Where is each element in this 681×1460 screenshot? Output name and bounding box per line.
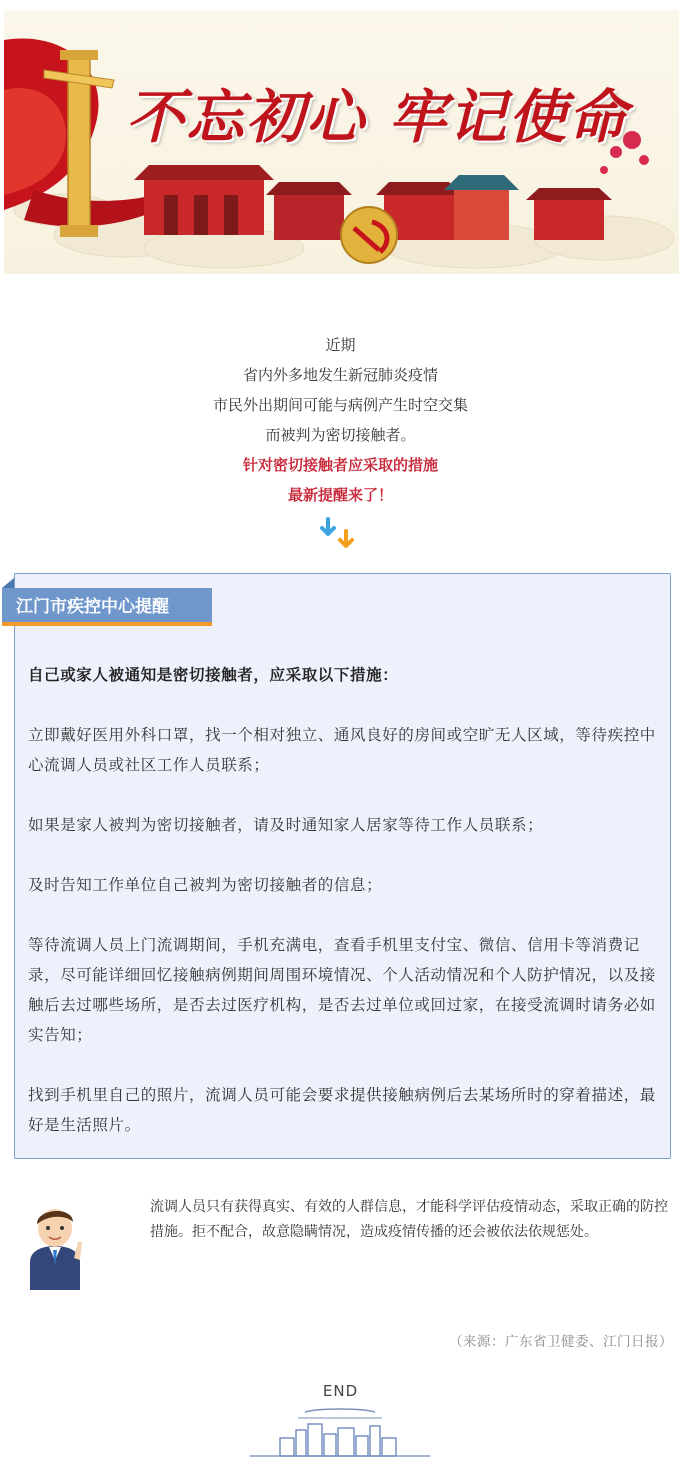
intro-line: 近期 [325,336,356,354]
card-paragraph: 立即戴好医用外科口罩，找一个相对独立、通风良好的房间或空旷无人区域，等待疾控中心流调人员或社区工作人员联系； [28,726,656,774]
intro-line: 而被判为密切接触者。 [265,426,416,444]
person-pointing-icon [22,1200,88,1290]
source-credit: （来源：广东省卫健委、江门日报） [449,1334,673,1350]
intro-highlight: 针对密切接触者应采取的措施 [242,456,438,474]
card-paragraph: 等待流调人员上门流调期间，手机充满电，查看手机里支付宝、微信、信用卡等消费记录，尽可能详细回忆接触病例期间周围环境情况、个人活动情况和个人防护情况，以及接触后去过哪些场所，是否去过医疗机构，是否去过单位或回过家，在接受流调时请务必如实告知； [28,936,656,1044]
intro-highlight: 最新提醒来了！ [287,486,393,504]
card-paragraph: 如果是家人被判为密切接触者，请及时通知家人居家等待工作人员联系； [28,816,544,834]
tab-fold [2,578,14,588]
down-arrows-icon [318,517,360,551]
city-skyline-icon [250,1408,430,1458]
intro-line: 市民外出期间可能与病例产生时空交集 [212,396,468,414]
header-banner [4,10,679,274]
card-tab-title: 江门市疾控中心提醒 [2,588,212,626]
card-body [28,660,656,1170]
banner-title: 不忘初心 牢记使命 [126,83,629,151]
card-paragraph: 找到手机里自己的照片，流调人员可能会要求提供接触病例后去某场所时的穿着描述，最好是生活照片。 [28,1086,656,1134]
end-label: END [322,1382,359,1400]
intro-line: 省内外多地发生新冠肺炎疫情 [242,366,438,384]
intro-text [0,330,681,510]
reminder-note: 流调人员只有获得真实、有效的人群信息，才能科学评估疫情动态，采取正确的防控措施。拒不配合，故意隐瞒情况，造成疫情传播的还会被依法依规惩处。 [150,1199,668,1240]
card-lead: 自己或家人被通知是密切接触者，应采取以下措施： [28,666,399,684]
card-paragraph: 及时告知工作单位自己被判为密切接触者的信息； [28,876,383,894]
